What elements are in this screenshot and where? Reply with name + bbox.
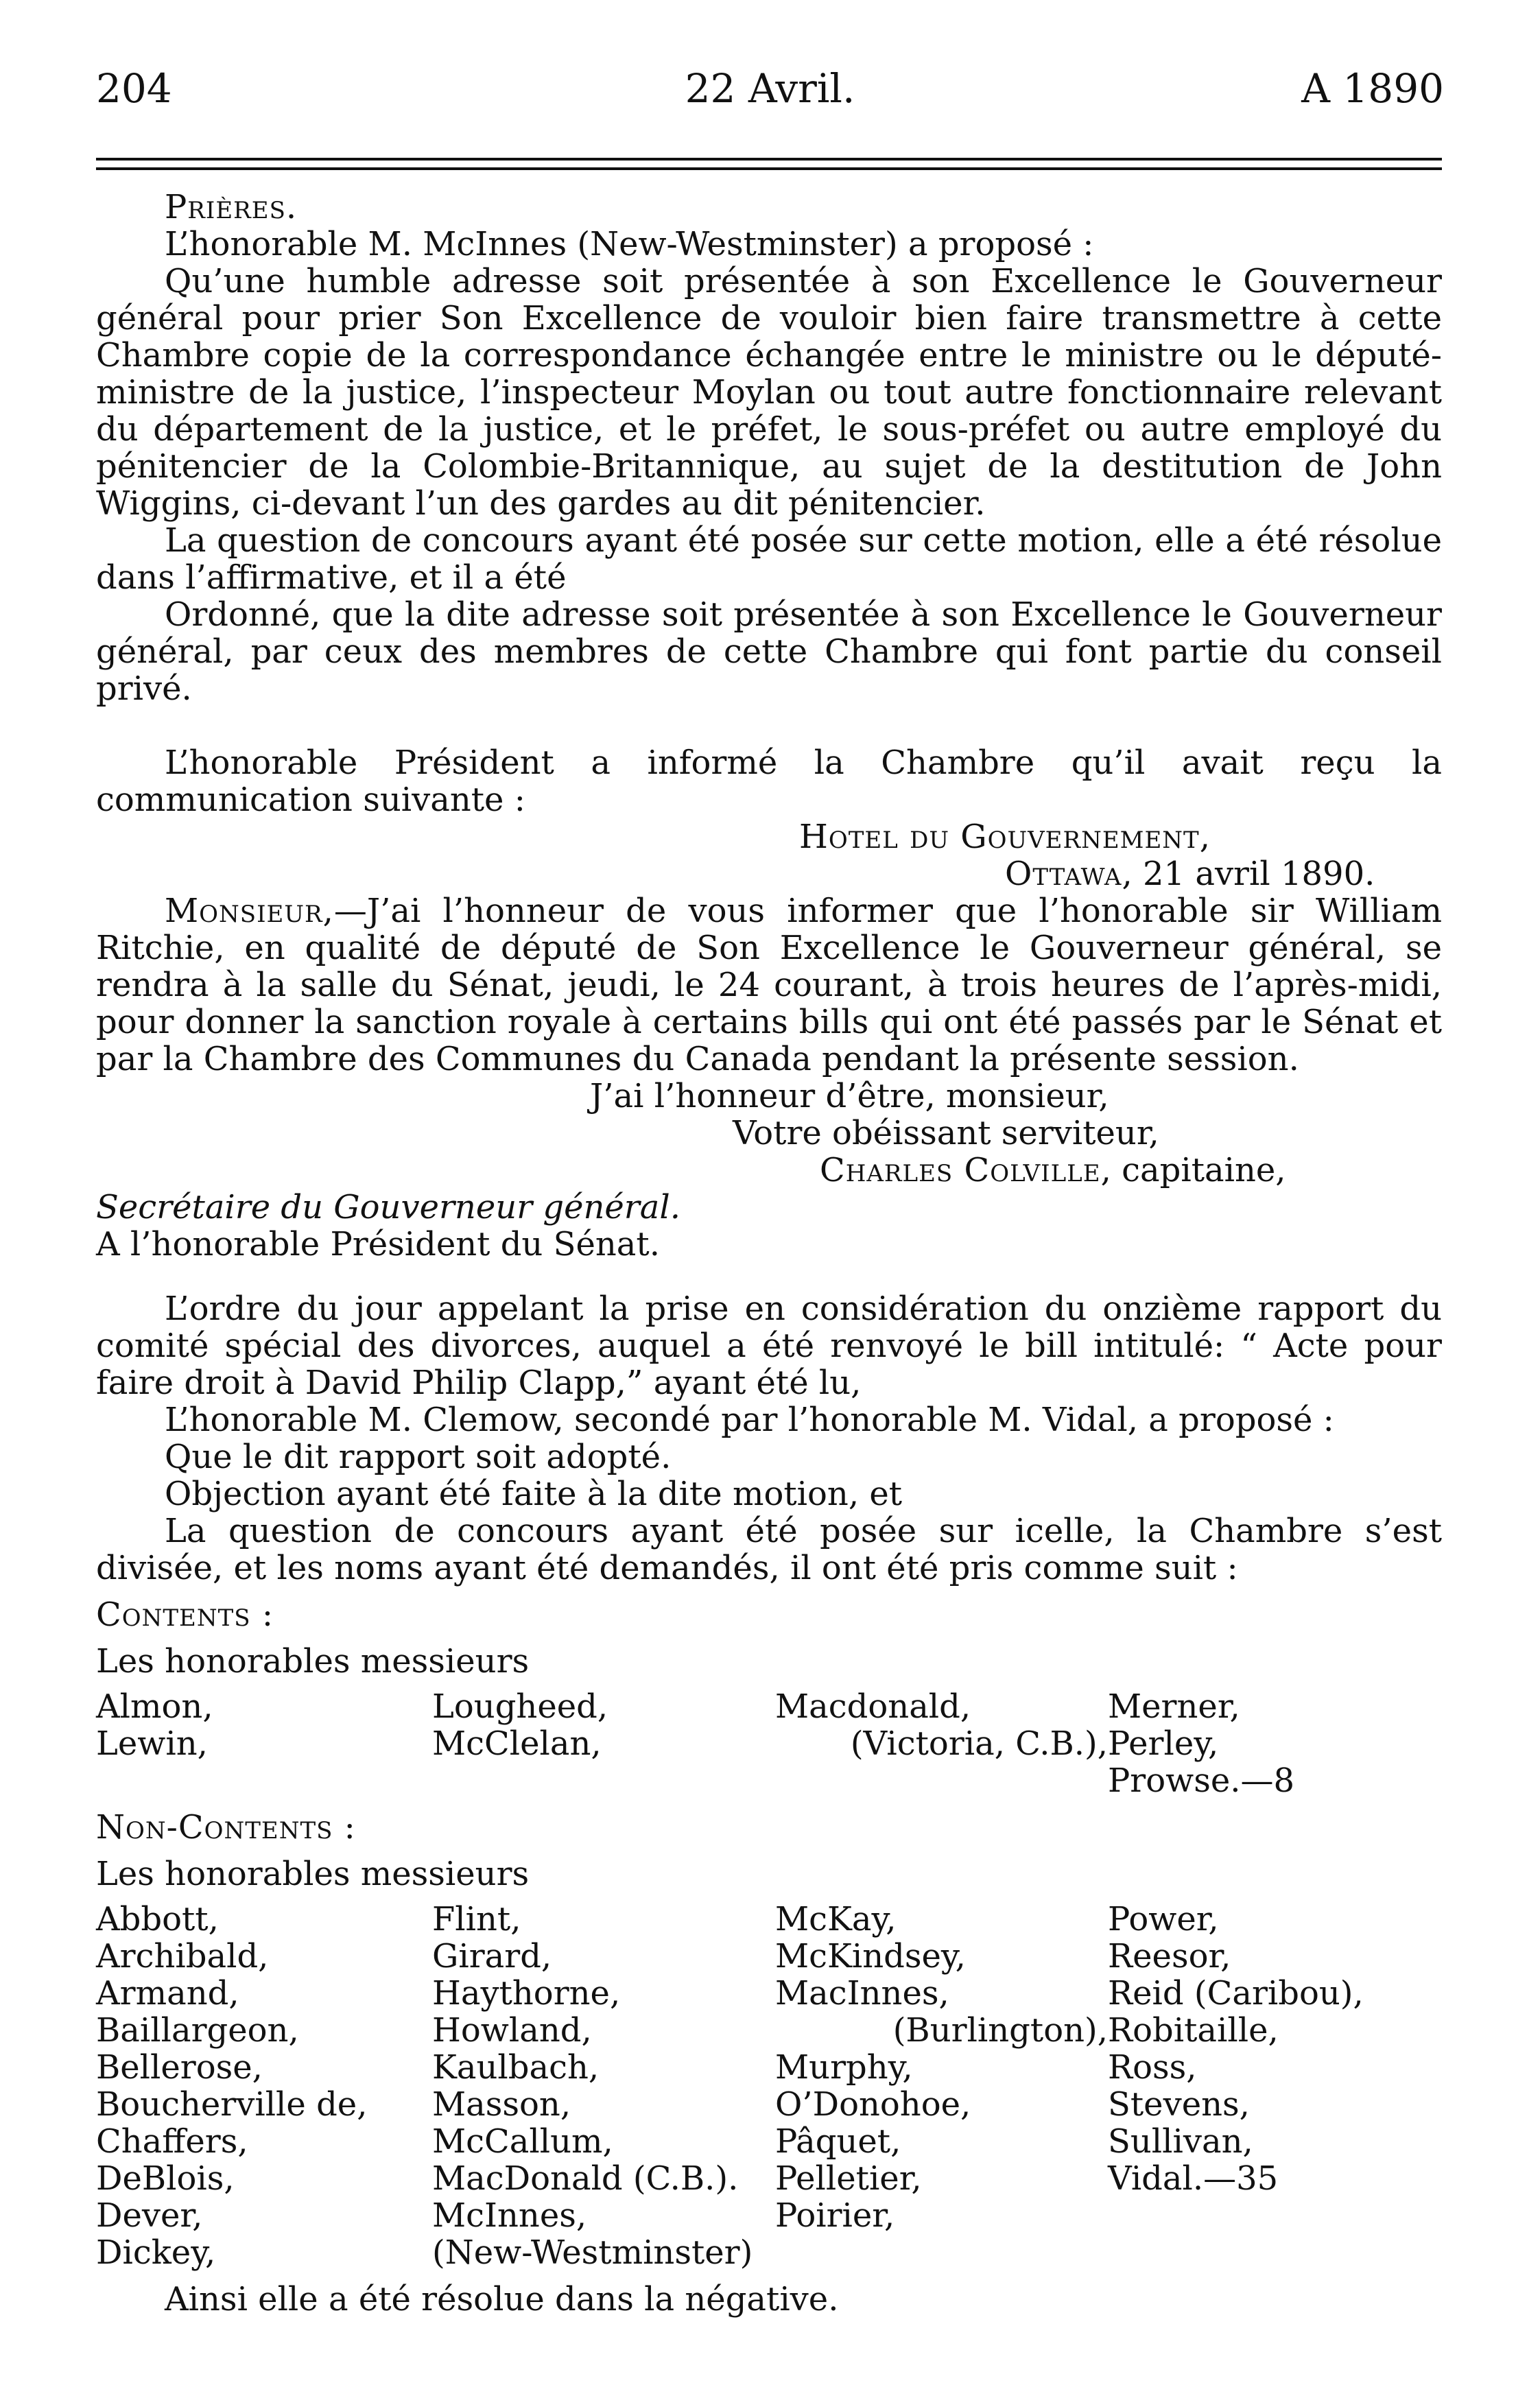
letter-dateline [96, 855, 1442, 892]
divorce-division: La question de concours ayant été posée sur icelle, la Chambre s’est divisée, et les noms ayant été demandés, il ont été pris comme suit : [96, 1512, 1442, 1587]
table-row [96, 2049, 1442, 2086]
page-number: 204 [96, 65, 172, 112]
name-cell: (Burlington), [892, 2011, 1108, 2050]
name-cell: Poirier, [775, 2196, 895, 2235]
communication-intro: L’honorable Président a informé la Chambre qu’il avait reçu la communication suivante : [96, 744, 1442, 819]
header-rule [96, 167, 1442, 170]
name-cell [775, 1762, 1108, 1799]
name-cell: Boucherville de, [96, 2085, 368, 2124]
name-cell: Flint, [432, 1900, 521, 1938]
name-cell: Baillargeon, [96, 2011, 299, 2050]
name-cell: Sullivan, [1108, 2122, 1253, 2161]
name-cell: Perley, [1108, 1724, 1219, 1763]
name-cell: Bellerose, [96, 2048, 263, 2087]
name-cell: McInnes, [432, 2196, 587, 2235]
table-row [96, 2086, 1442, 2123]
name-cell: MacDonald (C.B.). [432, 2159, 739, 2198]
letter-closing: J’ai l’honneur d’être, monsieur, [590, 1077, 1109, 1115]
contents-subheading: Les honorables messieurs [96, 1642, 530, 1681]
table-row [96, 1938, 1442, 1975]
table-row [96, 1901, 1442, 1938]
name-cell [432, 1762, 775, 1799]
name-cell: McKay, [775, 1900, 897, 1938]
name-cell: Howland, [432, 2011, 592, 2050]
name-cell: Pelletier, [775, 2159, 922, 2198]
name-cell: (New-Westminster) [432, 2233, 753, 2272]
letter-place: Hotel du Gouvernement, [799, 818, 1211, 856]
letter-date: , 21 avril 1890. [1122, 855, 1375, 893]
name-cell: McClelan, [432, 1724, 602, 1763]
contents-heading: Contents : [96, 1596, 274, 1634]
contents-table [96, 1688, 1442, 1799]
table-row [96, 2160, 1442, 2197]
name-cell: (Victoria, C.B.), [850, 1724, 1108, 1763]
non-contents-table [96, 1901, 1442, 2271]
name-cell [96, 1762, 432, 1799]
letter-signer-title: Secrétaire du Gouverneur général. [96, 1188, 680, 1226]
name-cell: Dickey, [96, 2233, 216, 2272]
name-cell: Haythorne, [432, 1974, 621, 2013]
letter-body: Monsieur,—J’ai l’honneur de vous informer que l’honorable sir William Ritchie, en qualité de député de Son Excellence le Gouverneur général, se rendra à la salle du Sénat, jeudi, le 24 courant, à trois heures de l’après-midi, pour donner la sanction royale à certains bills qui ont été passés par le Sénat et par la Chambre des Communes du Canada pendant la présente session. [96, 892, 1442, 1078]
motion-question: La question de concours ayant été posée sur cette motion, elle a été résolue dans l’affirmative, et il a été [96, 521, 1442, 597]
name-cell: Stevens, [1108, 2085, 1250, 2124]
letter-addressee: A l’honorable Président du Sénat. [96, 1225, 660, 1264]
table-row [96, 1725, 1442, 1762]
motion-ordered: Ordonné, que la dite adresse soit présentée à son Excellence le Gouverneur général, par ceux des membres de cette Chambre qui font partie du conseil privé. [96, 595, 1442, 708]
name-cell: Kaulbach, [432, 2048, 600, 2087]
name-cell: Vidal.—35 [1108, 2159, 1279, 2198]
name-cell [1108, 2234, 1442, 2271]
name-cell: Lougheed, [432, 1687, 608, 1726]
table-row [96, 2234, 1442, 2271]
name-cell: Macdonald, [775, 1687, 971, 1726]
name-cell: DeBlois, [96, 2159, 235, 2198]
name-cell: Armand, [96, 1974, 239, 2013]
name-cell: Ross, [1108, 2048, 1197, 2087]
table-row [96, 2197, 1442, 2234]
table-row [96, 1688, 1442, 1725]
divorce-motion-text: Que le dit rapport soit adopté. [165, 1438, 672, 1476]
name-cell: MacInnes, [775, 1974, 949, 2013]
name-cell: Robitaille, [1108, 2011, 1279, 2050]
letter-signature: Charles Colville, capitaine, [820, 1151, 1286, 1189]
divorce-order: L’ordre du jour appelant la prise en considération du onzième rapport du comité spécial des divorces, auquel a été renvoyé le bill intitulé: “ Acte pour faire droit à David Philip Clapp,” ayant été lu, [96, 1290, 1442, 1402]
motion-text: Qu’une humble adresse soit présentée à son Excellence le Gouverneur général pour prier Son Excellence de vouloir bien faire transmettre à cette Chambre copie de la correspondance échangée entre le ministre ou le député-ministre de la justice, l’inspecteur Moylan ou tout autre fonctionnaire relevant du département de la justice, et le préfet, le sous-préfet ou autre employé du pénitencier de la Colombie-Britannique, au sujet de la destitution de John Wiggins, ci-devant l’un des gardes au dit pénitencier. [96, 262, 1442, 523]
name-cell: Reesor, [1108, 1937, 1231, 1976]
name-cell: Archibald, [96, 1937, 269, 1976]
name-cell: Lewin, [96, 1724, 208, 1763]
motion-intro: L’honorable M. McInnes (New-Westminster) a proposé : [165, 225, 1094, 263]
name-cell: Almon, [96, 1687, 213, 1726]
name-cell: Dever, [96, 2196, 203, 2235]
non-contents-subheading: Les honorables messieurs [96, 1855, 530, 1893]
table-row [96, 1975, 1442, 2012]
table-row [96, 2123, 1442, 2160]
name-cell [775, 2234, 1108, 2271]
name-cell: Reid (Caribou), [1108, 1974, 1364, 2013]
letter-salutation: Monsieur, [165, 892, 334, 930]
division-result: Ainsi elle a été résolue dans la négative. [165, 2280, 839, 2318]
table-row [96, 2012, 1442, 2049]
name-cell: Girard, [432, 1937, 552, 1976]
letter-city: Ottawa [1005, 855, 1122, 893]
letter-closing: Votre obéissant serviteur, [733, 1114, 1159, 1152]
name-cell: Masson, [432, 2085, 571, 2124]
divorce-objection: Objection ayant été faite à la dite motion, et [165, 1475, 903, 1513]
name-cell: Chaffers, [96, 2122, 248, 2161]
name-cell: Prowse.—8 [1108, 1762, 1295, 1800]
table-row [96, 1762, 1442, 1799]
name-cell: Merner, [1108, 1687, 1240, 1726]
non-contents-heading: Non-Contents : [96, 1808, 356, 1847]
name-cell: McKindsey, [775, 1937, 966, 1976]
name-cell: O’Donohoe, [775, 2085, 971, 2124]
name-cell: Abbott, [96, 1900, 219, 1938]
header-date: 22 Avril. [685, 65, 855, 112]
name-cell: McCallum, [432, 2122, 613, 2161]
page-body [96, 189, 1442, 2318]
name-cell: Power, [1108, 1900, 1219, 1938]
name-cell [1108, 2197, 1442, 2234]
divorce-motion: L’honorable M. Clemow, secondé par l’honorable M. Vidal, a proposé : [165, 1401, 1334, 1439]
section-heading-prieres: Prières. [165, 188, 298, 226]
name-cell: Murphy, [775, 2048, 913, 2087]
header-rule [96, 158, 1442, 161]
name-cell: Pâquet, [775, 2122, 901, 2161]
header-year: A 1890 [1301, 65, 1444, 112]
